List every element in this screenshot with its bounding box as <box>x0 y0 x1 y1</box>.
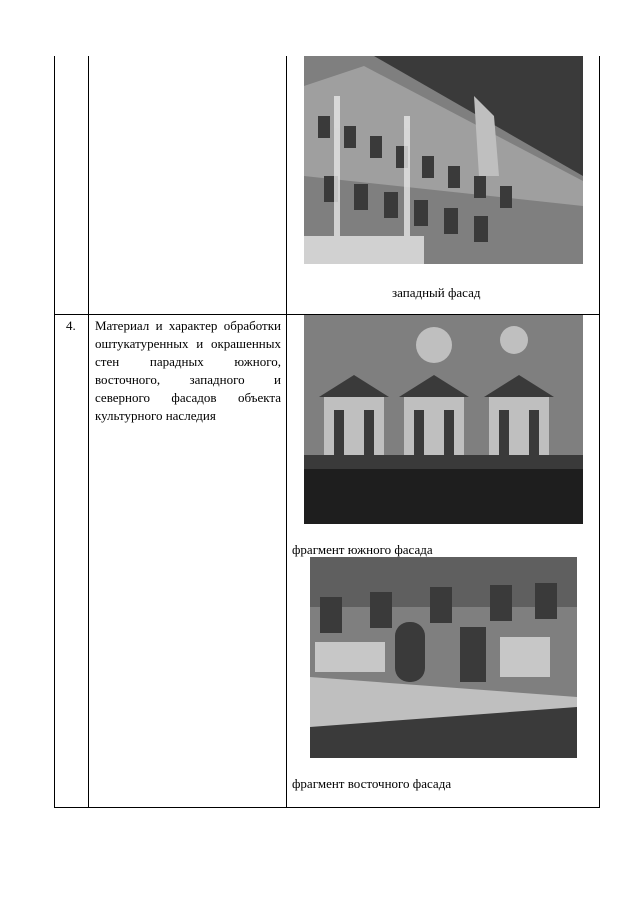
photo-caption: западный фасад <box>392 285 481 300</box>
table-border-bottom <box>54 807 600 808</box>
south-facade-fragment-photo <box>304 315 583 524</box>
column-divider-1 <box>88 56 89 808</box>
table-border-left <box>54 56 55 808</box>
table-border-right <box>599 56 600 808</box>
column-divider-2 <box>286 56 287 808</box>
west-facade-photo <box>304 56 583 264</box>
row-description: Материал и характер обработки оштукатуренных и окрашенных стен парадных южного, восточного, западного и северного фасадов объекта культурного наследия <box>95 318 281 423</box>
photo-caption: фрагмент южного фасада <box>292 542 433 557</box>
row-number: 4. <box>66 318 76 333</box>
photo-caption: фрагмент восточного фасада <box>292 776 452 791</box>
east-facade-fragment-photo <box>310 557 577 758</box>
facade-table <box>54 56 600 808</box>
